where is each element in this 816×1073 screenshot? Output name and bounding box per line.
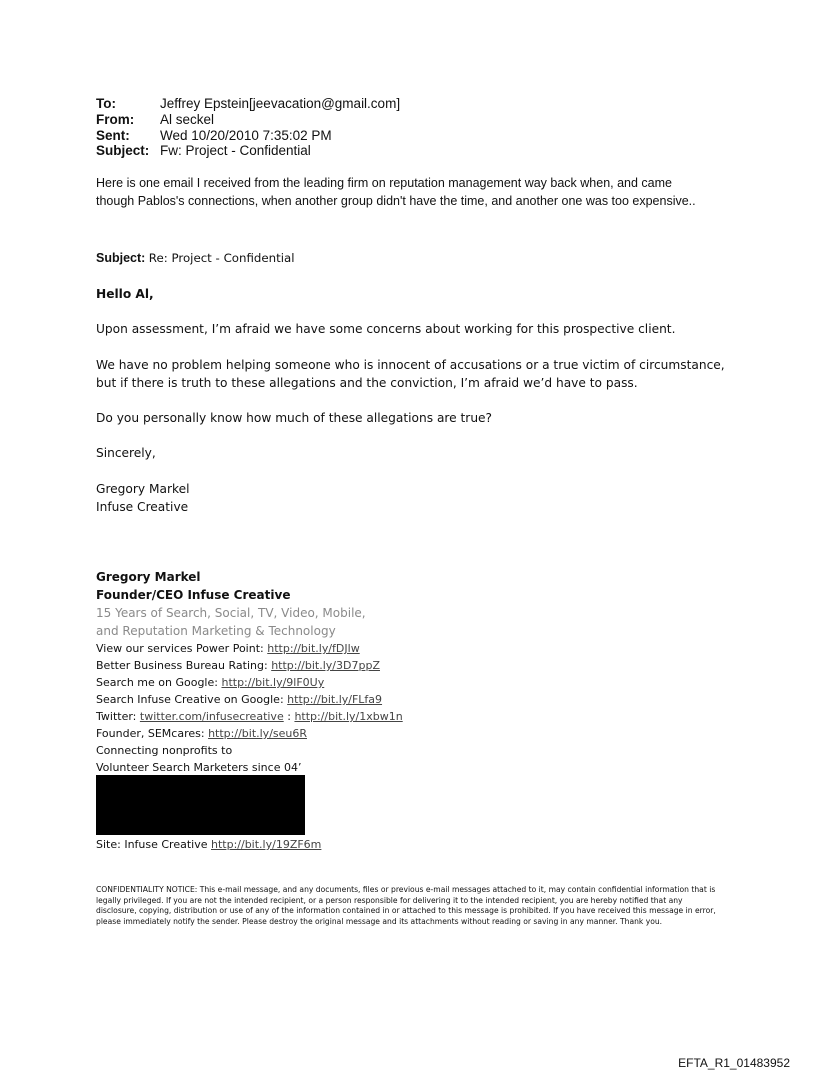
- paragraph-2-line-2: but if there is truth to these allegations and the conviction, I’m afraid we’d have to pass.: [96, 376, 638, 390]
- signature-name: Gregory Markel: [96, 570, 201, 584]
- signature-twitter-row: [96, 709, 403, 726]
- signature-google-infuse-row: [96, 692, 382, 709]
- semcares-label: Founder, SEMcares:: [96, 727, 205, 740]
- intro-line-1: Here is one email I received from the leading firm on reputation management way back when, and came: [96, 176, 672, 190]
- forwarded-subject-label: Subject:: [96, 251, 146, 265]
- forwarded-subject-value: Re: Project - Confidential: [148, 251, 295, 265]
- site-label: Site: Infuse Creative: [96, 838, 208, 851]
- sent-label: Sent:: [96, 128, 130, 143]
- subject-label: Subject:: [96, 143, 150, 158]
- google-me-label: Search me on Google:: [96, 676, 218, 689]
- sender-company: Infuse Creative: [96, 500, 189, 514]
- signature-site-row: [96, 837, 321, 854]
- signature-title: Founder/CEO Infuse Creative: [96, 588, 291, 602]
- twitter-link-1[interactable]: twitter.com/infusecreative: [139, 710, 284, 723]
- signature-bbb-row: [96, 658, 380, 675]
- sent-value: Wed 10/20/2010 7:35:02 PM: [160, 128, 332, 143]
- subject-value: Fw: Project - Confidential: [160, 143, 311, 158]
- twitter-separator: :: [287, 710, 291, 723]
- header-subject-row: [96, 143, 311, 159]
- from-value: Al seckel: [160, 112, 215, 127]
- header-to-row: [96, 96, 400, 112]
- signature-semcares-row: [96, 726, 307, 743]
- signature-tagline-2: and Reputation Marketing & Technology: [96, 624, 336, 638]
- forwarded-subject: [96, 249, 295, 267]
- closing: Sincerely,: [96, 446, 156, 460]
- google-me-link[interactable]: http://bit.ly/9lF0Uy: [221, 676, 325, 689]
- powerpoint-link[interactable]: http://bit.ly/fDJlw: [267, 642, 360, 655]
- signature-connecting-1: Connecting nonprofits to: [96, 744, 233, 757]
- paragraph-1: Upon assessment, I’m afraid we have some concerns about working for this prospective client.: [96, 322, 676, 336]
- signature-connecting-2: Volunteer Search Marketers since 04’: [96, 761, 302, 774]
- document-id: EFTA_R1_01483952: [678, 1056, 790, 1070]
- to-value: Jeffrey Epstein[jeevacation@gmail.com]: [160, 96, 401, 111]
- sender-name: Gregory Markel: [96, 482, 190, 496]
- paragraph-3: Do you personally know how much of these allegations are true?: [96, 411, 493, 425]
- confidentiality-notice: CONFIDENTIALITY NOTICE: This e-mail message, and any documents, files or previous e-mail messages attached to it, may contain confidential information that is legally privileged. If you are not the intended recipient, or a person responsible for delivering it to the intended recipient, you are hereby notified that any disclosure, copying, distribution or use of any of the information contained in or attached to this message is prohibited. If you have received this message in error, please immediately notify the sender. Please destroy the original message and its attachments without reading or saving in any manner. Thank you.: [96, 885, 716, 926]
- twitter-label: Twitter:: [96, 710, 137, 723]
- powerpoint-label: View our services Power Point:: [96, 642, 264, 655]
- twitter-link-2[interactable]: http://bit.ly/1xbw1n: [294, 710, 403, 723]
- header-sent-row: [96, 128, 332, 144]
- signature-powerpoint-row: [96, 641, 360, 658]
- signature-google-me-row: [96, 675, 324, 692]
- signature-tagline-1: 15 Years of Search, Social, TV, Video, Mobile,: [96, 606, 366, 620]
- greeting: Hello Al,: [96, 287, 154, 301]
- site-link[interactable]: http://bit.ly/19ZF6m: [211, 838, 322, 851]
- from-label: From:: [96, 112, 135, 127]
- redaction-block: [96, 775, 305, 835]
- paragraph-2-line-1: We have no problem helping someone who is innocent of accusations or a true victim of circumstance,: [96, 358, 725, 372]
- bbb-link[interactable]: http://bit.ly/3D7ppZ: [271, 659, 380, 672]
- bbb-label: Better Business Bureau Rating:: [96, 659, 268, 672]
- semcares-link[interactable]: http://bit.ly/seu6R: [208, 727, 308, 740]
- intro-line-2: though Pablos's connections, when another group didn't have the time, and another one was too expensive..: [96, 194, 696, 208]
- google-infuse-label: Search Infuse Creative on Google:: [96, 693, 284, 706]
- to-label: To:: [96, 96, 116, 111]
- intro-paragraph: [96, 174, 746, 210]
- google-infuse-link[interactable]: http://bit.ly/FLfa9: [287, 693, 383, 706]
- header-from-row: [96, 112, 214, 128]
